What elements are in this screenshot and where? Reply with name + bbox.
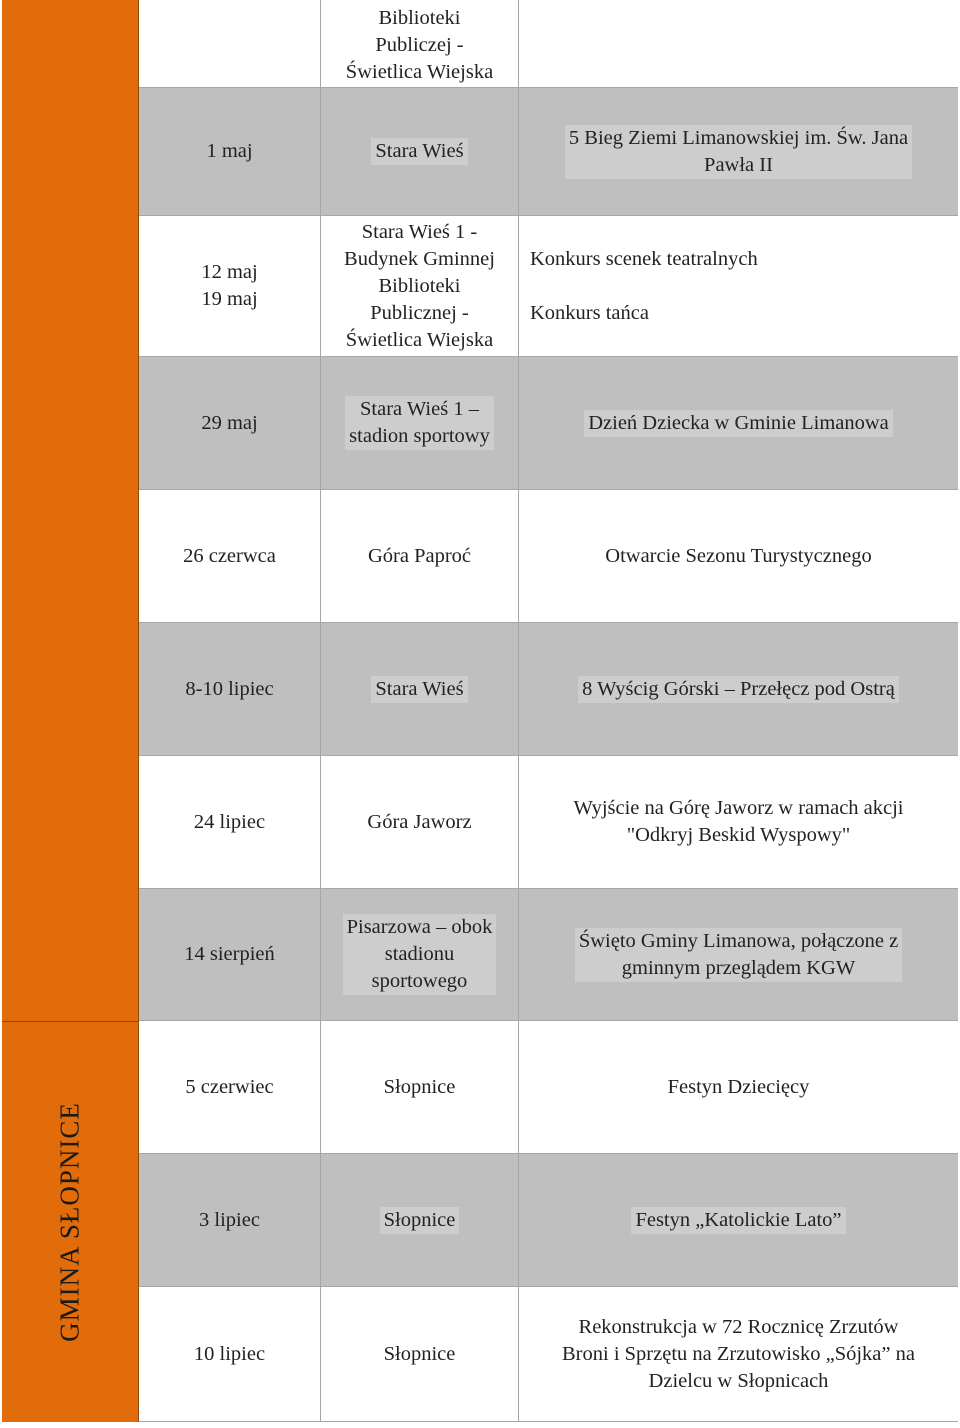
place-cell: Słopnice <box>321 1021 519 1153</box>
municipality-label: GMINA SŁOPNICE <box>54 1102 85 1342</box>
table-row <box>139 623 958 756</box>
place-cell: Góra Jaworz <box>321 756 519 888</box>
table-row <box>139 216 958 357</box>
table-row <box>139 490 958 623</box>
event-cell: Otwarcie Sezonu Turystycznego <box>605 544 872 567</box>
event-item: Konkurs scenek teatralnych <box>530 247 758 270</box>
date-cell: 5 czerwiec <box>139 1021 321 1153</box>
event-item: Konkurs tańca <box>530 301 649 324</box>
event-cell: Święto Gminy Limanowa, połączone z gminnym przeglądem KGW <box>519 889 958 1020</box>
event-cell: Festyn Dziecięcy <box>667 1075 810 1098</box>
municipality-side-band-slopnice <box>2 1021 139 1422</box>
table-row <box>139 1021 958 1154</box>
place-cell: Stara Wieś 1 - Budynek Gminnej Biblioteki Publicznej - Świetlica Wiejska <box>321 216 519 356</box>
date-cell: 10 lipiec <box>139 1287 321 1421</box>
place-cell: Stara Wieś 1 – stadion sportowy <box>321 357 519 489</box>
date-cell: 24 lipiec <box>139 756 321 888</box>
place-cell: Słopnice <box>321 1287 519 1421</box>
place-cell: Góra Paproć <box>321 490 519 622</box>
date-cell: 29 maj <box>139 357 321 489</box>
events-table <box>2 0 958 1422</box>
table-row <box>139 88 958 216</box>
table-row <box>139 756 958 889</box>
event-cell: Dzień Dziecka w Gminie Limanowa <box>519 357 958 489</box>
place-cell: Biblioteki Publiczej - Świetlica Wiejska <box>321 0 519 87</box>
table-row <box>139 357 958 490</box>
event-cell: Festyn „Katolickie Lato” <box>519 1154 958 1286</box>
event-cell <box>519 0 958 87</box>
event-cell: Wyjście na Górę Jaworz w ramach akcji "Odkryj Beskid Wyspowy" <box>573 797 904 846</box>
date-cell: 8-10 lipiec <box>139 623 321 755</box>
table-row <box>139 1287 958 1422</box>
date-cell: 12 maj 19 maj <box>139 216 321 356</box>
date-cell: 26 czerwca <box>139 490 321 622</box>
place-cell: Stara Wieś <box>321 623 519 755</box>
date-cell: 3 lipiec <box>139 1154 321 1286</box>
event-cell: 5 Bieg Ziemi Limanowskiej im. Św. Jana Pawła II <box>519 88 958 215</box>
date-cell: 1 maj <box>139 88 321 215</box>
place-cell: Słopnice <box>321 1154 519 1286</box>
event-cell <box>519 216 958 356</box>
place-cell: Pisarzowa – obok stadionu sportowego <box>321 889 519 1020</box>
date-cell: 14 sierpień <box>139 889 321 1020</box>
table-row <box>139 0 958 88</box>
municipality-side-band <box>2 0 139 1021</box>
event-cell: 8 Wyścig Górski – Przełęcz pod Ostrą <box>519 623 958 755</box>
date-cell <box>139 0 321 87</box>
table-row <box>139 1154 958 1287</box>
place-cell: Stara Wieś <box>321 88 519 215</box>
table-row <box>139 889 958 1021</box>
event-cell: Rekonstrukcja w 72 Rocznicę Zrzutów Broni i Sprzętu na Zrzutowisko „Sójka” na Dzielcu w Słopnicach <box>562 1315 915 1392</box>
event-list <box>530 246 758 327</box>
